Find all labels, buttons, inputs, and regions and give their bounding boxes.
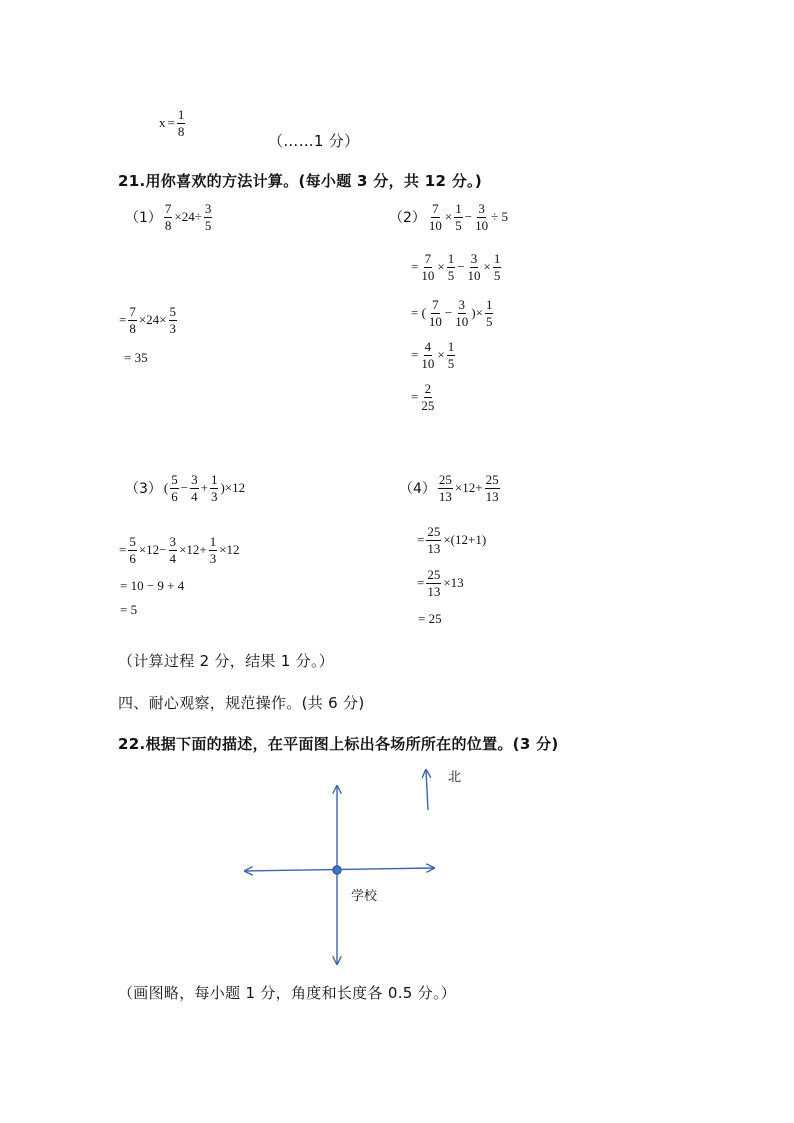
x-equation: x = $\frac{1}{8}$ bbox=[159, 107, 185, 139]
problem-2-expression: （2） $\frac{7}{10}$ × $\frac{1}{5}$ − $\frac{3}{10}$ ÷ 5 bbox=[389, 201, 508, 233]
problem-3-expression: （3） ( $\frac{5}{6}$ − $\frac{3}{4}$ + $\frac{1}{3}$ )×12 bbox=[125, 472, 246, 504]
problem-1-step-1: = $\frac{7}{8}$ ×24× $\frac{5}{3}$ bbox=[119, 304, 177, 336]
question-22-title: 22.根据下面的描述，在平面图上标出各场所所在的位置。(3 分) bbox=[118, 735, 559, 753]
problem-2-step-1: = $\frac{7}{10}$ × $\frac{1}{5}$ − $\frac{3}{10}$ × $\frac{1}{5}$ bbox=[411, 251, 501, 283]
problem-4-step-2: = $\frac{25}{13}$ ×13 bbox=[417, 567, 464, 599]
north-label: 北 bbox=[448, 770, 462, 785]
problem-4-result: = 25 bbox=[418, 611, 442, 626]
north-arrow bbox=[426, 770, 428, 810]
problem-3-result: = 5 bbox=[120, 602, 138, 617]
problem-1-expression: （1） $\frac{7}{8}$ ×24÷ $\frac{3}{5}$ bbox=[125, 201, 212, 233]
problem-3-step-1: = $\frac{5}{6}$ ×12− $\frac{3}{4}$ ×12+ $\frac{1}{3}$ ×12 bbox=[119, 534, 240, 566]
variable-x: x bbox=[159, 115, 166, 131]
question-21-title: 21.用你喜欢的方法计算。(每小题 3 分，共 12 分。) bbox=[118, 172, 482, 190]
problem-2-result: = $\frac{2}{25}$ bbox=[411, 381, 435, 413]
school-label: 学校 bbox=[351, 889, 378, 904]
problem-2-step-3: = $\frac{4}{10}$ × $\frac{1}{5}$ bbox=[411, 339, 455, 371]
section-4-title: 四、耐心观察，规范操作。(共 6 分) bbox=[118, 694, 365, 712]
grading-note-22: （画图略，每小题 1 分，角度和长度各 0.5 分。） bbox=[118, 984, 457, 1002]
school-point bbox=[333, 866, 341, 874]
score-note: （……1 分） bbox=[268, 132, 360, 150]
grading-note-21: （计算过程 2 分，结果 1 分。） bbox=[118, 652, 335, 670]
problem-1-result: = 35 bbox=[124, 350, 148, 365]
problem-3-step-2: = 10 − 9 + 4 bbox=[120, 578, 185, 593]
problem-4-step-1: = $\frac{25}{13}$ ×(12+1) bbox=[417, 524, 487, 556]
problem-2-step-2: = ( $\frac{7}{10}$ − $\frac{3}{10}$ )× $\frac{1}{5}$ bbox=[411, 297, 493, 329]
problem-4-expression: （4） $\frac{25}{13}$ ×12+ $\frac{25}{13}$ bbox=[399, 472, 499, 504]
fraction: $\frac{1}{8}$ bbox=[177, 107, 185, 139]
